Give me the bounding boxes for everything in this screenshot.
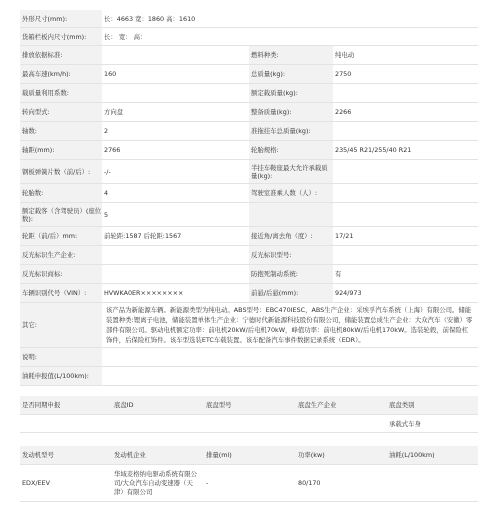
param-row <box>20 28 478 46</box>
param-label-2: 额定载质量(kg): <box>248 84 333 102</box>
param-row-notes <box>20 348 478 367</box>
param-label: 反光标识商标: <box>20 265 102 283</box>
param-row <box>20 265 478 284</box>
param-value-2: 2750 <box>333 65 478 83</box>
engine-cell: 华域麦格纳电驱动系统有限公司/大众汽车自动变速器（天津）有限公司 <box>114 469 198 496</box>
param-value: 方向盘 <box>102 103 248 121</box>
notes-label: 说明: <box>20 348 102 366</box>
other-label: 其它: <box>20 303 102 347</box>
param-label-2: 前悬/后悬(mm): <box>248 284 333 302</box>
param-label-2: 燃料种类: <box>248 46 333 64</box>
chassis-header-cell: 底盘生产企业 <box>296 396 387 414</box>
param-label: 货箱栏板内尺寸(mm): <box>20 28 102 45</box>
param-value-2 <box>333 203 478 226</box>
chassis-header-row <box>20 396 478 415</box>
param-label-2: 防抱死制动系统: <box>248 265 333 283</box>
param-row <box>20 284 478 303</box>
param-label-2: 反光标识型号: <box>248 246 333 264</box>
param-value <box>102 84 248 102</box>
param-value-2 <box>333 160 478 183</box>
param-value: 5 <box>102 203 248 226</box>
param-label: 外形尺寸(mm): <box>20 10 102 27</box>
engine-cell <box>387 465 478 501</box>
param-row <box>20 141 478 160</box>
param-value: 长：4663 宽：1860 高：1610 <box>102 10 478 27</box>
param-value: -/- <box>102 160 248 183</box>
param-row <box>20 246 478 265</box>
param-row <box>20 65 478 84</box>
param-row <box>20 103 478 122</box>
engine-header-cell: 排量(ml) <box>204 446 296 464</box>
param-row-fuel <box>20 367 478 386</box>
param-label-2: 总质量(kg): <box>248 65 333 83</box>
chassis-cell <box>20 415 112 432</box>
param-row <box>20 122 478 141</box>
param-value-2: 17/21 <box>333 227 478 245</box>
other-value: 该产品为新能源车辆。新能源类型为纯电动。ABS型号：EBC470IESC，ABS生产企业：采埃孚汽车系统（上海）有限公司。储能装置种类:锂离子电池，储能装置单体生产企业：宁德时代新能源科技股份有限公司，储能装置总成生产企业：大众汽车（安徽）零部件有限公司。驱动电机额定功率：前电机20kW/后电机70kW，峰值功率：前电机80kW/后电机170kW。选装轮毂，前保险杠饰件，后保险杠饰件。该车型选装ETC车载装置。该车配备汽车事件数据记录系统（EDR）。 <box>102 303 478 347</box>
param-row <box>20 84 478 103</box>
chassis-table <box>20 396 478 433</box>
param-value: 长： 宽： 高： <box>102 28 478 45</box>
param-label-2: 半挂车鞍座最大允许承载质量(kg): <box>248 160 333 183</box>
param-value-2 <box>333 84 478 102</box>
chassis-cell <box>296 415 387 432</box>
engine-header-cell: 功率(kw) <box>296 446 387 464</box>
chassis-cell: 承载式车身 <box>389 419 421 428</box>
param-value-2: 235/45 R21/255/40 R21 <box>333 141 478 159</box>
param-label-2: 准拖挂车总质量(kg): <box>248 122 333 140</box>
chassis-header-cell: 底盘ID <box>112 396 204 414</box>
params-rows <box>20 10 478 303</box>
chassis-header-cell: 是否同期申报 <box>20 396 112 414</box>
param-label: 排放依据标准: <box>20 46 102 64</box>
param-label: 轴数: <box>20 122 102 140</box>
param-value <box>102 246 248 264</box>
engine-cell: 80/170 <box>298 479 321 487</box>
fuel-value <box>102 367 478 385</box>
param-label: 额定载客（含驾驶员）(座位数): <box>20 203 102 226</box>
param-value-2 <box>333 246 478 264</box>
param-label: 载质量利用系数: <box>20 84 102 102</box>
param-value: 4 <box>102 184 248 202</box>
param-label: 轮距（前/后）mm: <box>20 227 102 245</box>
engine-table <box>20 446 478 502</box>
param-label: 车辆识别代号（VIN）: <box>20 284 102 302</box>
param-value-2: 2266 <box>333 103 478 121</box>
param-value: 160 <box>102 65 248 83</box>
engine-header-row <box>20 446 478 465</box>
param-value: 前轮距:1587 后轮距:1567 <box>102 227 248 245</box>
chassis-data-row <box>20 415 478 433</box>
chassis-cell <box>204 415 296 432</box>
param-value: 2 <box>102 122 248 140</box>
param-value <box>102 46 248 64</box>
param-value <box>102 265 248 283</box>
param-label: 轮胎数: <box>20 184 102 202</box>
engine-header-cell: 发动机企业 <box>112 446 204 464</box>
param-row <box>20 203 478 227</box>
chassis-cell <box>112 415 204 432</box>
param-label-2: 轮胎规格: <box>248 141 333 159</box>
param-value-2 <box>333 122 478 140</box>
engine-cell: - <box>206 479 209 487</box>
param-label-2 <box>248 203 333 226</box>
fuel-label: 油耗申报值(L/100km): <box>20 367 102 385</box>
param-label-2: 整备质量(kg): <box>248 103 333 121</box>
param-label: 转向型式: <box>20 103 102 121</box>
engine-data-row <box>20 465 478 502</box>
param-row-other <box>20 303 478 348</box>
param-label: 最高车速(km/h): <box>20 65 102 83</box>
param-value: 2766 <box>102 141 248 159</box>
param-label-2: 驾驶室准乘人数（人）: <box>248 184 333 202</box>
engine-header-cell: 油耗(L/100km) <box>387 446 478 464</box>
param-row <box>20 184 478 203</box>
engine-cell: EDX/EEV <box>22 479 50 487</box>
param-row <box>20 227 478 246</box>
param-label-2: 接近角/离去角（度）: <box>248 227 333 245</box>
param-value-2: 纯电动 <box>333 46 478 64</box>
param-row <box>20 10 478 28</box>
param-value-2 <box>333 184 478 202</box>
params-table <box>20 10 478 386</box>
param-row <box>20 160 478 184</box>
param-label: 钢板弹簧片数（前/后）: <box>20 160 102 183</box>
param-value: HVWKA0ER×××××××× <box>102 284 248 302</box>
param-value-2: 924/973 <box>333 284 478 302</box>
chassis-header-cell: 底盘类别 <box>387 396 478 414</box>
notes-value <box>102 348 478 366</box>
chassis-header-cell: 底盘型号 <box>204 396 296 414</box>
param-label: 轴距(mm): <box>20 141 102 159</box>
param-row <box>20 46 478 65</box>
engine-header-cell: 发动机型号 <box>20 446 112 464</box>
param-label: 反光标识生产企业: <box>20 246 102 264</box>
param-value-2: 有 <box>333 265 478 283</box>
